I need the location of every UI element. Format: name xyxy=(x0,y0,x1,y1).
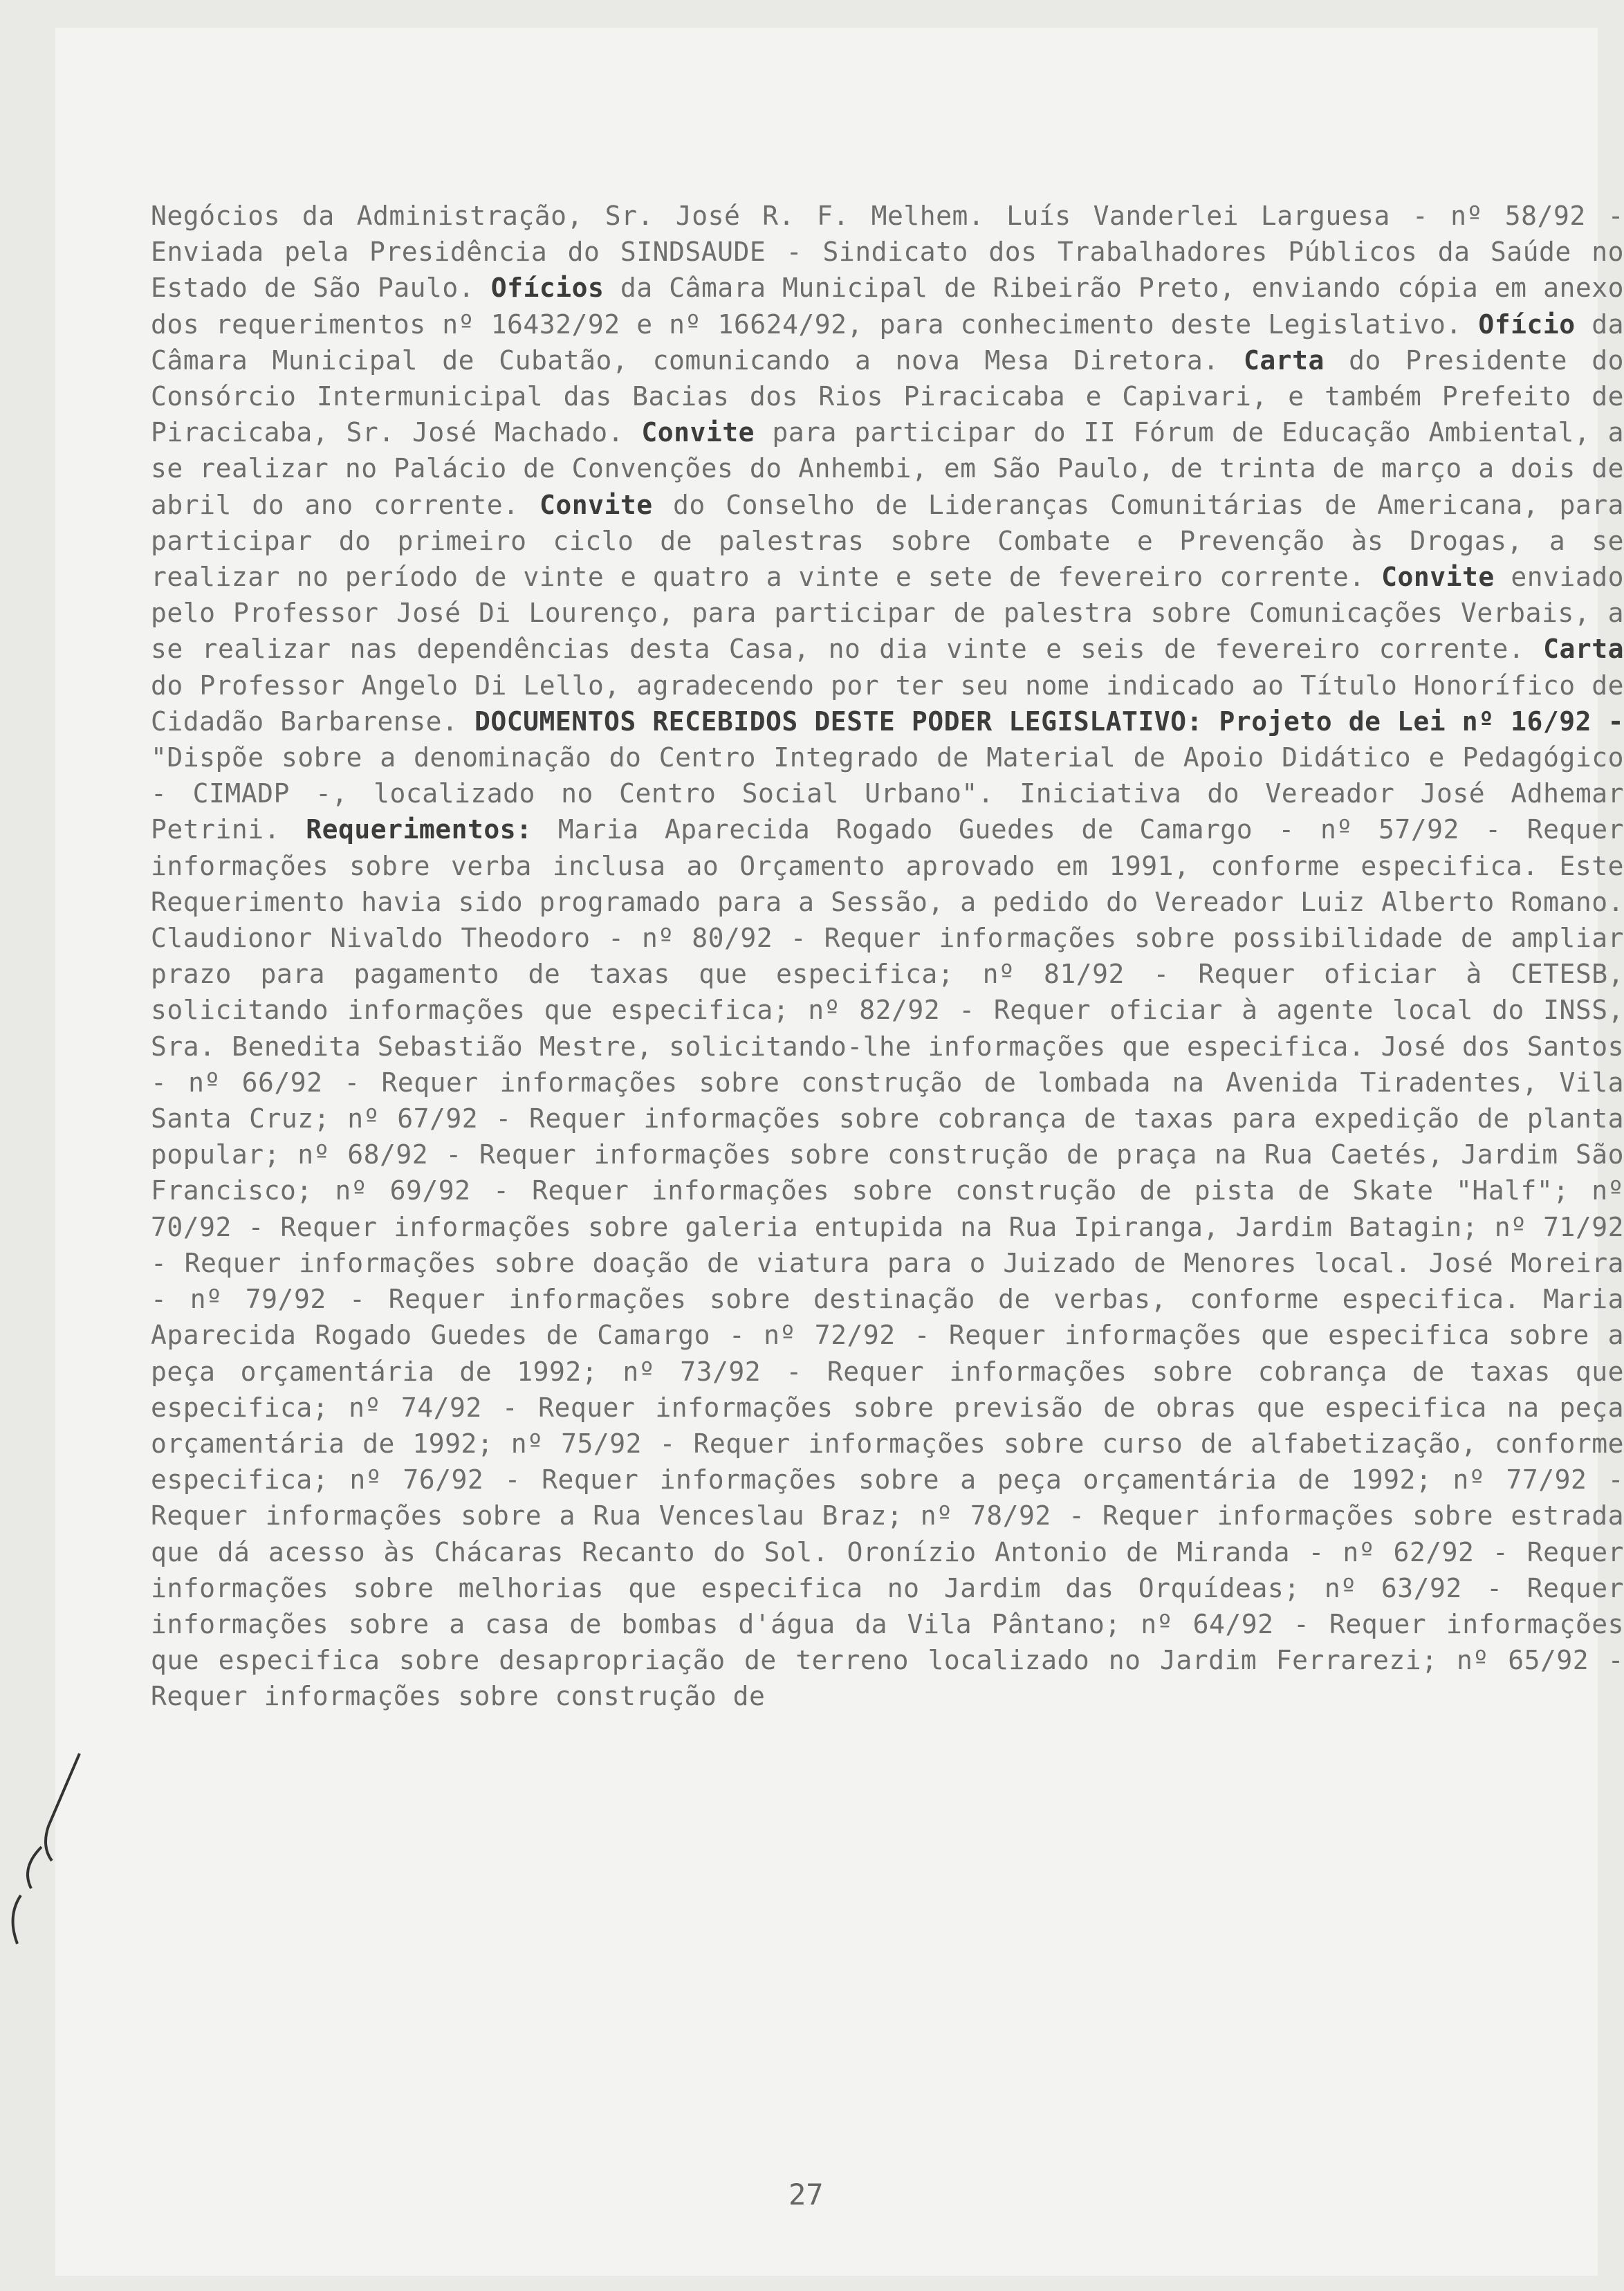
bold-heading-run: Ofícios xyxy=(490,273,605,304)
bold-heading-run: Ofício xyxy=(1478,309,1576,340)
text-run: para participar do II Fórum de Educação Ambiental, a se realizar no Palácio de Convenções do Anhembi, em São Paulo, de trinta de março a dois de abril do ano corrente. xyxy=(151,417,1624,520)
text-run: do Professor Angelo Di Lello, agradecendo por ter seu nome indicado ao Título Honorífico de Cidadão Barbarense. xyxy=(151,670,1624,737)
page-number: 27 xyxy=(788,2178,824,2211)
bold-heading-run: Requerimentos: xyxy=(306,814,533,845)
body-text xyxy=(151,198,1624,1715)
text-run: do Presidente do Consórcio Intermunicipal das Bacias dos Rios Piracicaba e Capivari, e também Prefeito de Piracicaba, Sr. José Machado. xyxy=(151,344,1624,448)
document-page xyxy=(55,28,1624,2276)
text-run: "Dispõe sobre a denominação do Centro Integrado de Material de Apoio Didático e Pedagógico - CIMADP -, localizado no Centro Social Urbano". Iniciativa do Vereador José Adhemar Petrini. xyxy=(151,742,1624,845)
bold-heading-run: Carta xyxy=(1243,344,1325,376)
text-run: Negócios da Administração, Sr. José R. F. Melhem. Luís Vanderlei Larguesa - nº 58/92 - Enviada pela Presidência do SINDSAUDE - Sindicato dos Trabalhadores Públicos da Saúde no Estado de São Paulo. xyxy=(151,201,1624,304)
bold-heading-run: Convite xyxy=(641,417,755,448)
bold-heading-run: Convite xyxy=(539,489,653,520)
text-run: da Câmara Municipal de Ribeirão Preto, enviando cópia em anexo dos requerimentos nº 16432/92 e nº 16624/92, para conhecimento deste Legislativo. xyxy=(151,273,1624,340)
text-run: Maria Aparecida Rogado Guedes de Camargo - nº 57/92 - Requer informações sobre verba inclusa ao Orçamento aprovado em 1991, conforme especifica. Este Requerimento havia sido programado para a Sessão, a pedido do Vereador Luiz Alberto Romano. Claudionor Nivaldo Theodoro - nº 80/92 - Requer informações sobre possibilidade de ampliar prazo para pagamento de taxas que especifica; nº 81/92 - Requer oficiar à CETESB, solicitando informações que especifica; nº 82/92 - Requer oficiar à agente local do INSS, Sra. Benedita Sebastião Mestre, solicitando-lhe informações que especifica. José dos Santos - nº 66/92 - Requer informações sobre construção de lombada na Avenida Tiradentes, Vila Santa Cruz; nº 67/92 - Requer informações sobre cobrança de taxas para expedição de planta popular; nº 68/92 - Requer informações sobre construção de praça na Rua Caetés, Jardim São Francisco; nº 69/92 - Requer informações sobre construção de pista de Skate "Half"; nº 70/92 - Requer informações sobre galeria entupida na Rua Ipiranga, Jardim Batagin; nº 71/92 - Requer informações sobre doação de viatura para o Juizado de Menores local. José Moreira - nº 79/92 - Requer informações sobre destinação de verbas, conforme especifica. Maria Aparecida Rogado Guedes de Camargo - nº 72/92 - Requer informações que especifica sobre a peça orçamentária de 1992; nº 73/92 - Requer informações sobre cobrança de taxas que especifica; nº 74/92 - Requer informações sobre previsão de obras que especifica na peça orçamentária de 1992; nº 75/92 - Requer informações sobre curso de alfabetização, conforme especifica; nº 76/92 - Requer informações sobre a peça orçamentária de 1992; nº 77/92 - Requer informações sobre a Rua Venceslau Braz; nº 78/92 - Requer informações sobre estrada que dá acesso às Chácaras Recanto do Sol. Oronízio Antonio de Miranda - nº 62/92 - Requer informações sobre melhorias que especifica no Jardim das Orquídeas; nº 63/92 - Requer informações sobre a casa de bombas d'água da Vila Pântano; nº 64/92 - Requer informações que especifica sobre desapropriação de terreno localizado no Jardim Ferrarezi; nº 65/92 - Requer informações sobre construção de xyxy=(151,814,1624,1712)
bold-heading-run: DOCUMENTOS RECEBIDOS DESTE PODER LEGISLATIVO: Projeto de Lei nº 16/92 - xyxy=(474,706,1624,737)
text-run: enviado pelo Professor José Di Lourenço, para participar de palestra sobre Comunicações Verbais, a se realizar nas dependências desta Casa, no dia vinte e seis de fevereiro corrente. xyxy=(151,562,1624,665)
bold-heading-run: Convite xyxy=(1381,562,1495,593)
handwritten-margin-mark xyxy=(0,1743,97,1951)
bold-heading-run: Carta xyxy=(1543,634,1624,665)
text-run: do Conselho de Lideranças Comunitárias de Americana, para participar do primeiro ciclo de palestras sobre Combate e Prevenção às Drogas, a se realizar no período de vinte e quatro a vinte e sete de fevereiro corrente. xyxy=(151,489,1624,593)
text-run: da Câmara Municipal de Cubatão, comunicando a nova Mesa Diretora. xyxy=(151,309,1624,376)
